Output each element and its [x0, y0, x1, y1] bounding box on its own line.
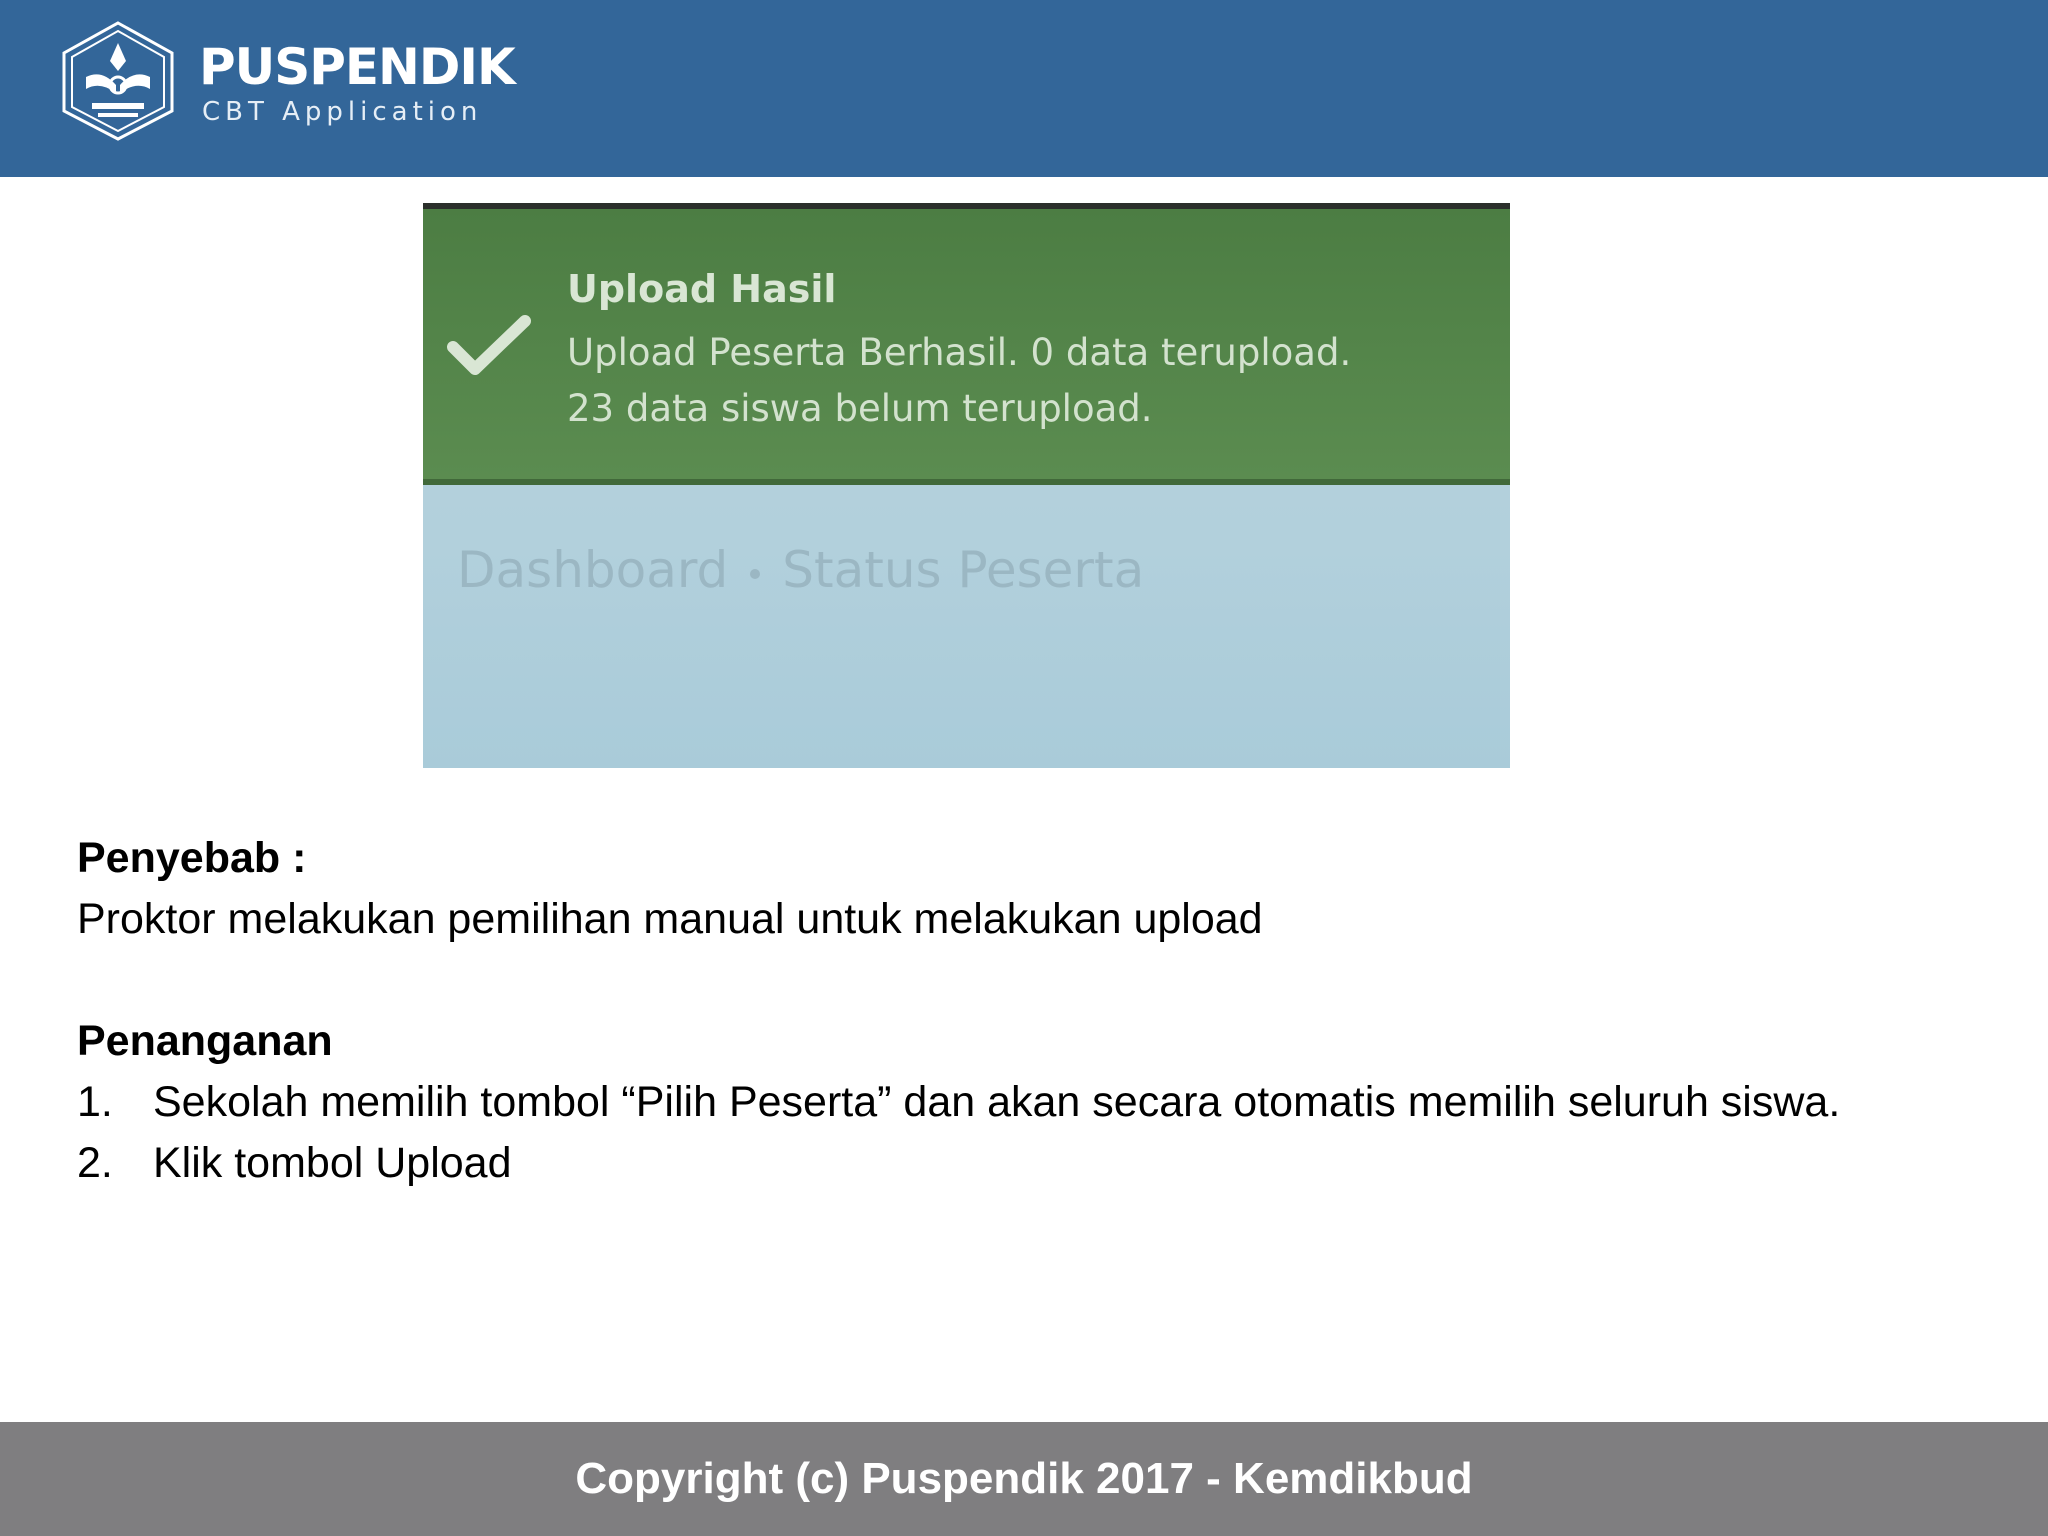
brand-name: PUSPENDIK: [199, 38, 515, 96]
breadcrumb-status-peserta: Status Peserta: [782, 541, 1145, 599]
embedded-screenshot: [423, 203, 1510, 768]
alert-message: [567, 325, 1487, 437]
breadcrumb-separator-icon: [750, 569, 760, 579]
cause-heading: Penyebab :: [77, 834, 307, 882]
alert-message-line: Upload Peserta Berhasil. 0 data terupload.: [567, 331, 1352, 374]
step-text: Klik tombol Upload: [153, 1139, 512, 1187]
tut-wuri-handayani-emblem-icon: [56, 19, 180, 143]
footer-bar: [0, 1422, 2048, 1536]
check-icon: [447, 313, 531, 377]
list-item: [77, 1133, 1957, 1194]
breadcrumb: [457, 541, 1144, 599]
handling-heading: Penanganan: [77, 1017, 333, 1065]
alert-title: Upload Hasil: [567, 267, 837, 311]
list-item: [77, 1072, 1957, 1133]
copyright-text: Copyright (c) Puspendik 2017 - Kemdikbud: [575, 1454, 1473, 1503]
slide-content: [77, 828, 1957, 1194]
step-number: 2.: [77, 1139, 113, 1187]
step-text: Sekolah memilih tombol “Pilih Peserta” dan akan secara otomatis memilih seluruh siswa.: [153, 1078, 1841, 1126]
handling-steps: [77, 1072, 1957, 1194]
header-bar: [0, 0, 2048, 177]
brand-subtitle: CBT Application: [202, 97, 483, 127]
success-alert: [423, 209, 1510, 485]
cause-text: Proktor melakukan pemilihan manual untuk melakukan upload: [77, 895, 1263, 943]
breadcrumb-dashboard[interactable]: Dashboard: [457, 541, 729, 599]
step-number: 1.: [77, 1078, 113, 1126]
alert-message-line: 23 data siswa belum terupload.: [567, 387, 1153, 430]
